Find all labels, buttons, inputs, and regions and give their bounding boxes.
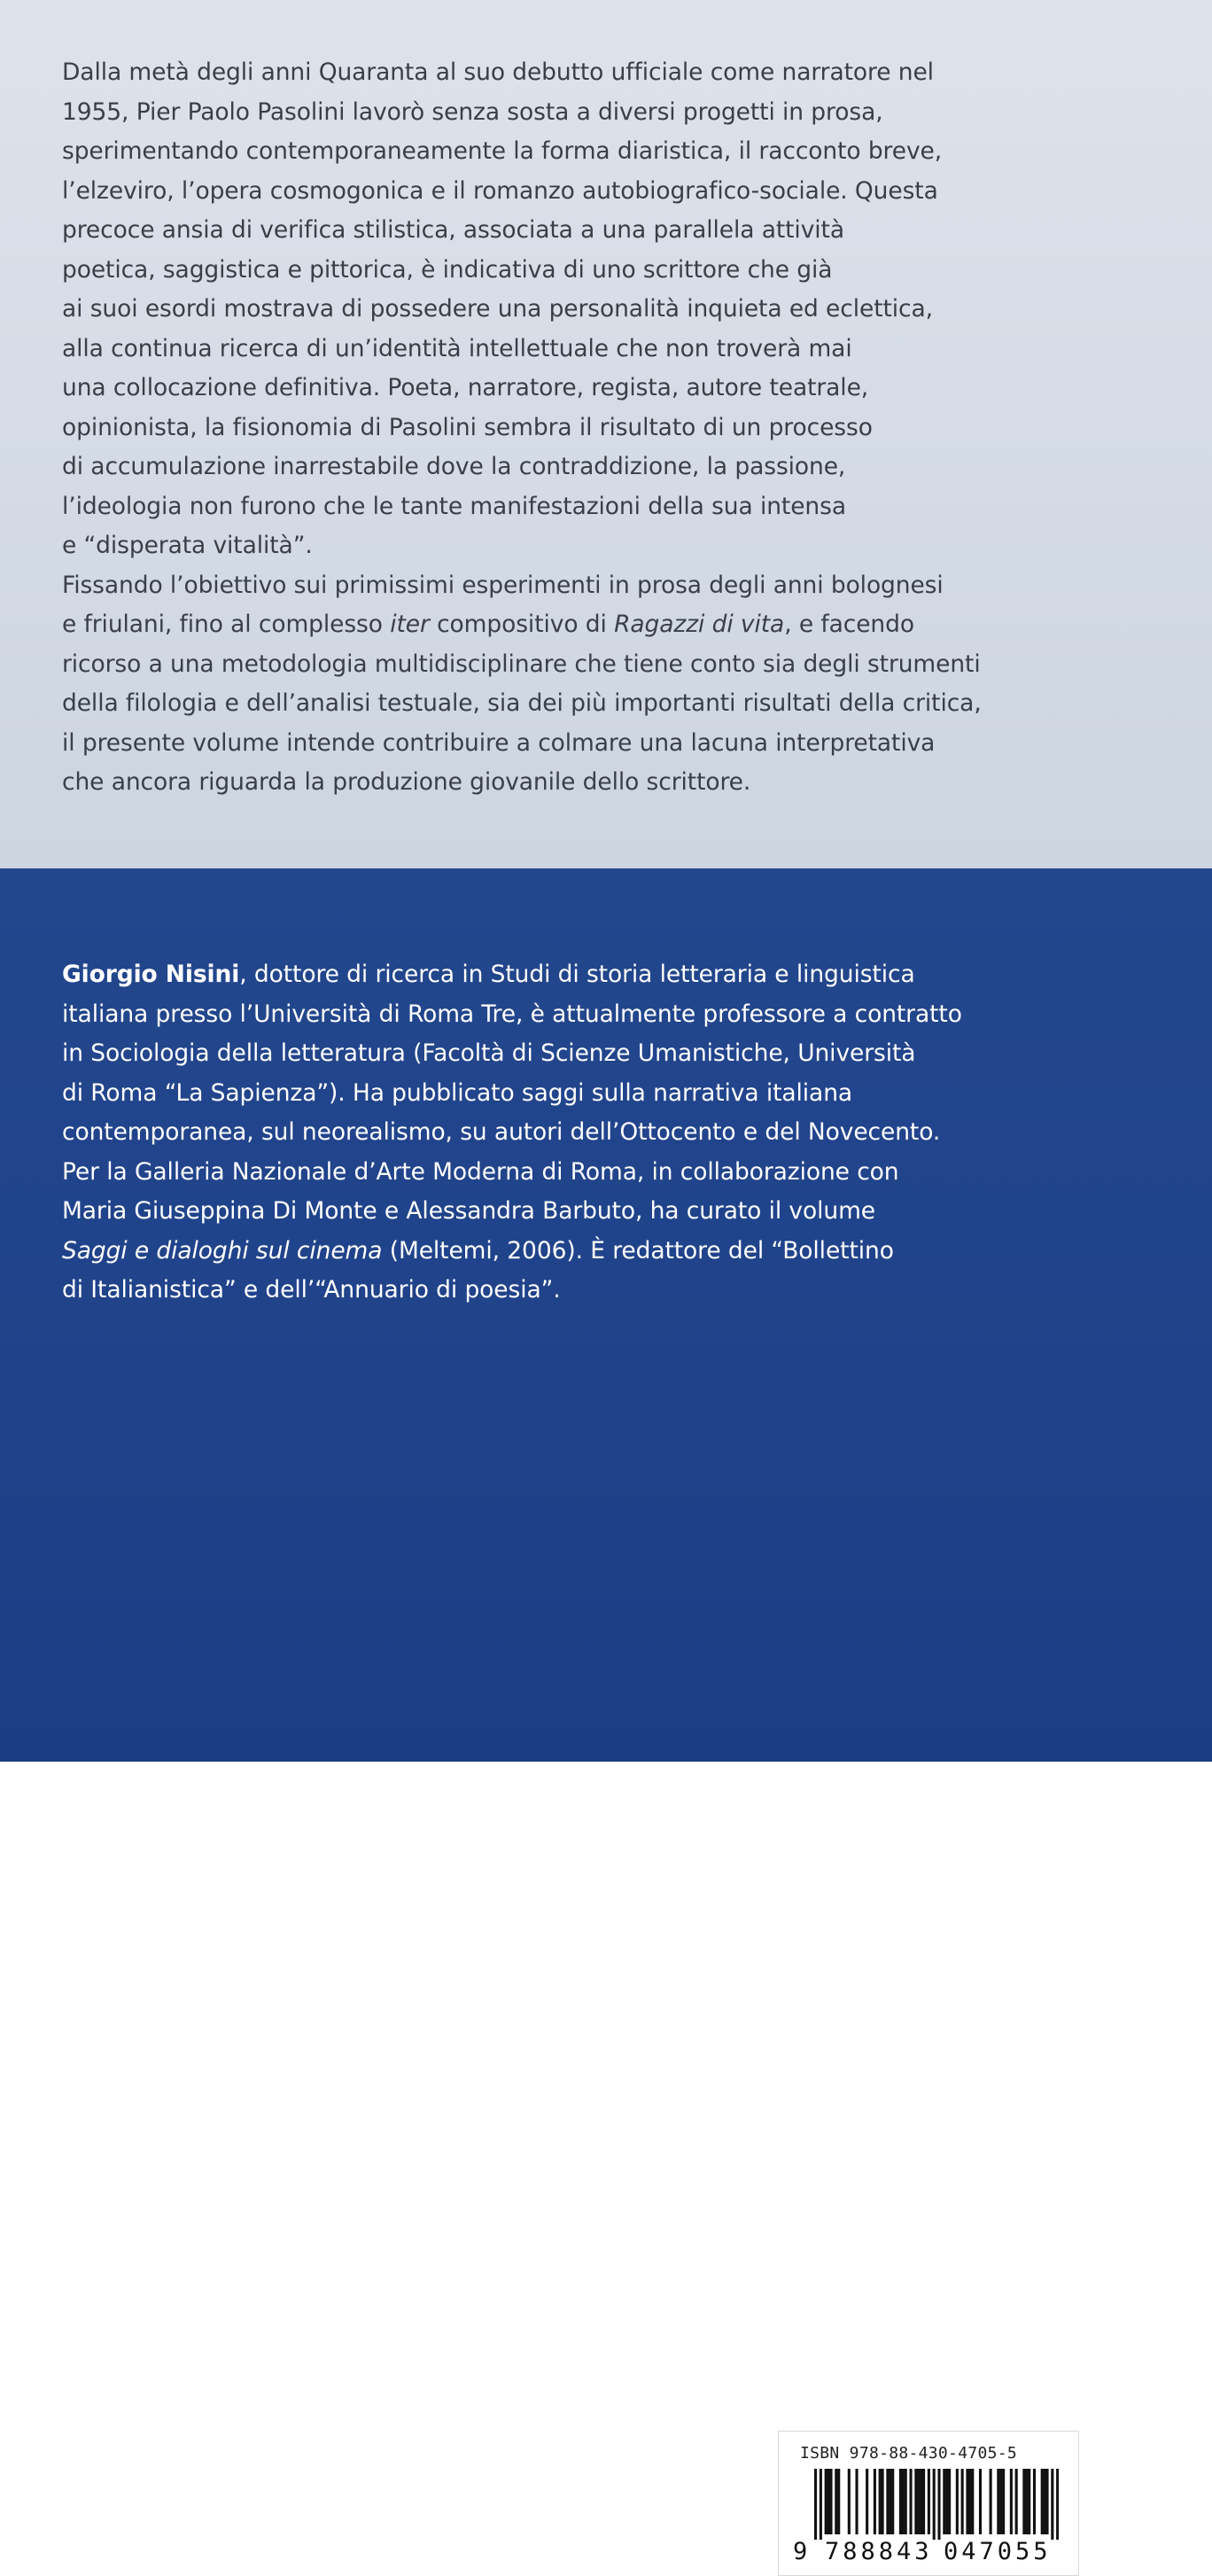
barcode-bar [943,2469,945,2534]
blurb-text: , e facendo [784,611,914,638]
barcode-bar [1041,2469,1044,2534]
author-name: Giorgio Nisini [62,961,240,988]
barcode-bar [1033,2469,1036,2534]
ean-right-digits: 047055 [944,2538,1052,2565]
barcode-bar [1056,2469,1059,2540]
ean-left-digits: 788843 [825,2538,933,2565]
barcode-bar [999,2469,1002,2534]
barcode-bar [855,2469,858,2534]
barcode-bar [1044,2469,1046,2534]
barcode-bar [914,2469,917,2534]
blurb-line: 1955, Pier Paolo Pasolini lavorò senza sosta a diversi progetti in prosa, [62,97,883,126]
barcode-bar [948,2469,951,2534]
barcode-bar [825,2469,827,2534]
bio-line [62,1232,962,1272]
barcode-bar [909,2469,912,2534]
barcode-icon [814,2469,1059,2540]
barcode-bar [866,2469,868,2534]
blurb-line [62,605,982,645]
blurb-line: l’elzeviro, l’opera cosmogonica e il romanzo autobiografico-sociale. Questa [62,176,938,205]
barcode-bar [968,2469,971,2534]
barcode-bar [835,2469,837,2534]
bio-line: di Roma “La Sapienza”). Ha pubblicato saggi sulla narrativa italiana [62,1078,853,1107]
blurb-line: e “disperata vitalità”. [62,532,313,559]
blurb-line: ai suoi esordi mostrava di possedere una personalità inquieta ed eclettica, [62,295,933,323]
ean-first-digit: 9 [793,2538,808,2565]
novel-title: Ragazzi di vita [614,611,785,638]
barcode-bar [920,2469,922,2534]
bio-line [62,955,962,995]
price-label: € 23,00 [60,2539,181,2573]
blurb-line: alla continua ricerca di un’identità intellettuale che non troverà mai [62,334,852,362]
barcode-bar [937,2469,940,2540]
bio-text: , dottore di ricerca in Studi di storia letteraria e linguistica [239,961,915,988]
isbn-label: ISBN 978-88-430-4705-5 [800,2444,1018,2463]
barcode-bar [928,2469,930,2534]
iter-term: iter [390,611,430,638]
barcode-bar [829,2469,832,2534]
blurb-line: sperimentando contemporaneamente la forma diaristica, il racconto breve, [62,137,943,165]
blurb-line: Dalla metà degli anni Quaranta al suo debutto ufficiale come narratore nel [62,58,934,86]
blurb-line: della filologia e dell’analisi testuale, sia dei più importanti risultati della critica, [62,689,982,717]
barcode-bar [886,2469,889,2534]
barcode-bar [1051,2469,1053,2540]
barcode-bar [891,2469,894,2534]
barcode-bar [1028,2469,1030,2534]
author-bio [62,955,962,1311]
barcode-bar [874,2469,876,2534]
barcode-bar [917,2469,920,2534]
blurb-text: e friulani, fino al complesso [62,611,391,638]
barcode-bar [837,2469,840,2534]
barcode-bar [1022,2469,1025,2534]
blurb-panel [0,0,1212,868]
barcode-bar [814,2469,817,2540]
blurb-line: di accumulazione inarrestabile dove la contraddizione, la passione, [62,453,846,480]
barcode-bar [889,2469,891,2534]
blurb-line: l’ideologia non furono che le tante manifestazioni della sua intensa [62,492,846,520]
barcode-bar [905,2469,907,2534]
barcode-bar [1045,2469,1048,2534]
barcode-bar [990,2469,992,2534]
barcode-bar [945,2469,948,2534]
bio-line: italiana presso l’Università di Roma Tre, è attualmente professore a contratto [62,1000,962,1028]
bio-line: Per la Galleria Nazionale d’Arte Moderna di Roma, in collaborazione con [62,1157,899,1186]
book-title: Saggi e dialoghi sul cinema [62,1236,383,1265]
barcode-bar [1015,2469,1018,2534]
barcode-bar [879,2469,882,2534]
barcode-bar [882,2469,884,2534]
isbn-barcode-box [778,2431,1079,2576]
barcode-bar [961,2469,964,2534]
barcode-bar [966,2469,968,2534]
blurb-line: una collocazione definitiva. Poeta, narratore, regista, autore teatrale, [62,374,869,401]
blurb-line: Fissando l’obiettivo sui primissimi esperimenti in prosa degli anni bolognesi [62,571,944,599]
bio-line: Maria Giuseppina Di Monte e Alessandra Barbuto, ha curato il volume [62,1197,876,1225]
barcode-bar [827,2469,830,2534]
barcode-bar [933,2469,936,2540]
barcode-bar [1010,2469,1013,2534]
barcode-bar [997,2469,999,2534]
barcode-bar [899,2469,902,2534]
barcode-bar [1025,2469,1028,2534]
barcode-bar [971,2469,974,2534]
book-blurb [62,53,982,803]
blurb-text: compositivo di [429,611,615,638]
bio-line: in Sociologia della letteratura (Facoltà di Scienze Umanistiche, Università [62,1039,916,1067]
barcode-bar [1002,2469,1005,2534]
bio-line: di Italianistica” e dell’“Annuario di poesia”. [62,1276,561,1304]
barcode-bar [902,2469,905,2534]
bio-line: contemporanea, sul neorealismo, su autori dell’Ottocento e del Novecento. [62,1118,941,1146]
blurb-line: ricorso a una metodologia multidisciplinare che tiene conto sia degli strumenti [62,650,981,678]
blurb-line: opinionista, la fisionomia di Pasolini sembra il risultato di un processo [62,413,873,441]
blurb-line: poetica, saggistica e pittorica, è indicativa di uno scrittore che già [62,255,833,284]
barcode-bar [956,2469,959,2534]
bio-text: (Meltemi, 2006). È redattore del “Bollettino [382,1236,894,1265]
barcode-bar [848,2469,851,2534]
blurb-line: che ancora riguarda la produzione giovanile dello scrittore. [62,768,751,796]
blurb-line: il presente volume intende contribuire a colmare una lacuna interpretativa [62,728,936,757]
blurb-line: precoce ansia di verifica stilistica, associata a una parallela attività [62,216,844,244]
barcode-bar [922,2469,925,2534]
barcode-bar [979,2469,982,2534]
barcode-bar [820,2469,822,2540]
